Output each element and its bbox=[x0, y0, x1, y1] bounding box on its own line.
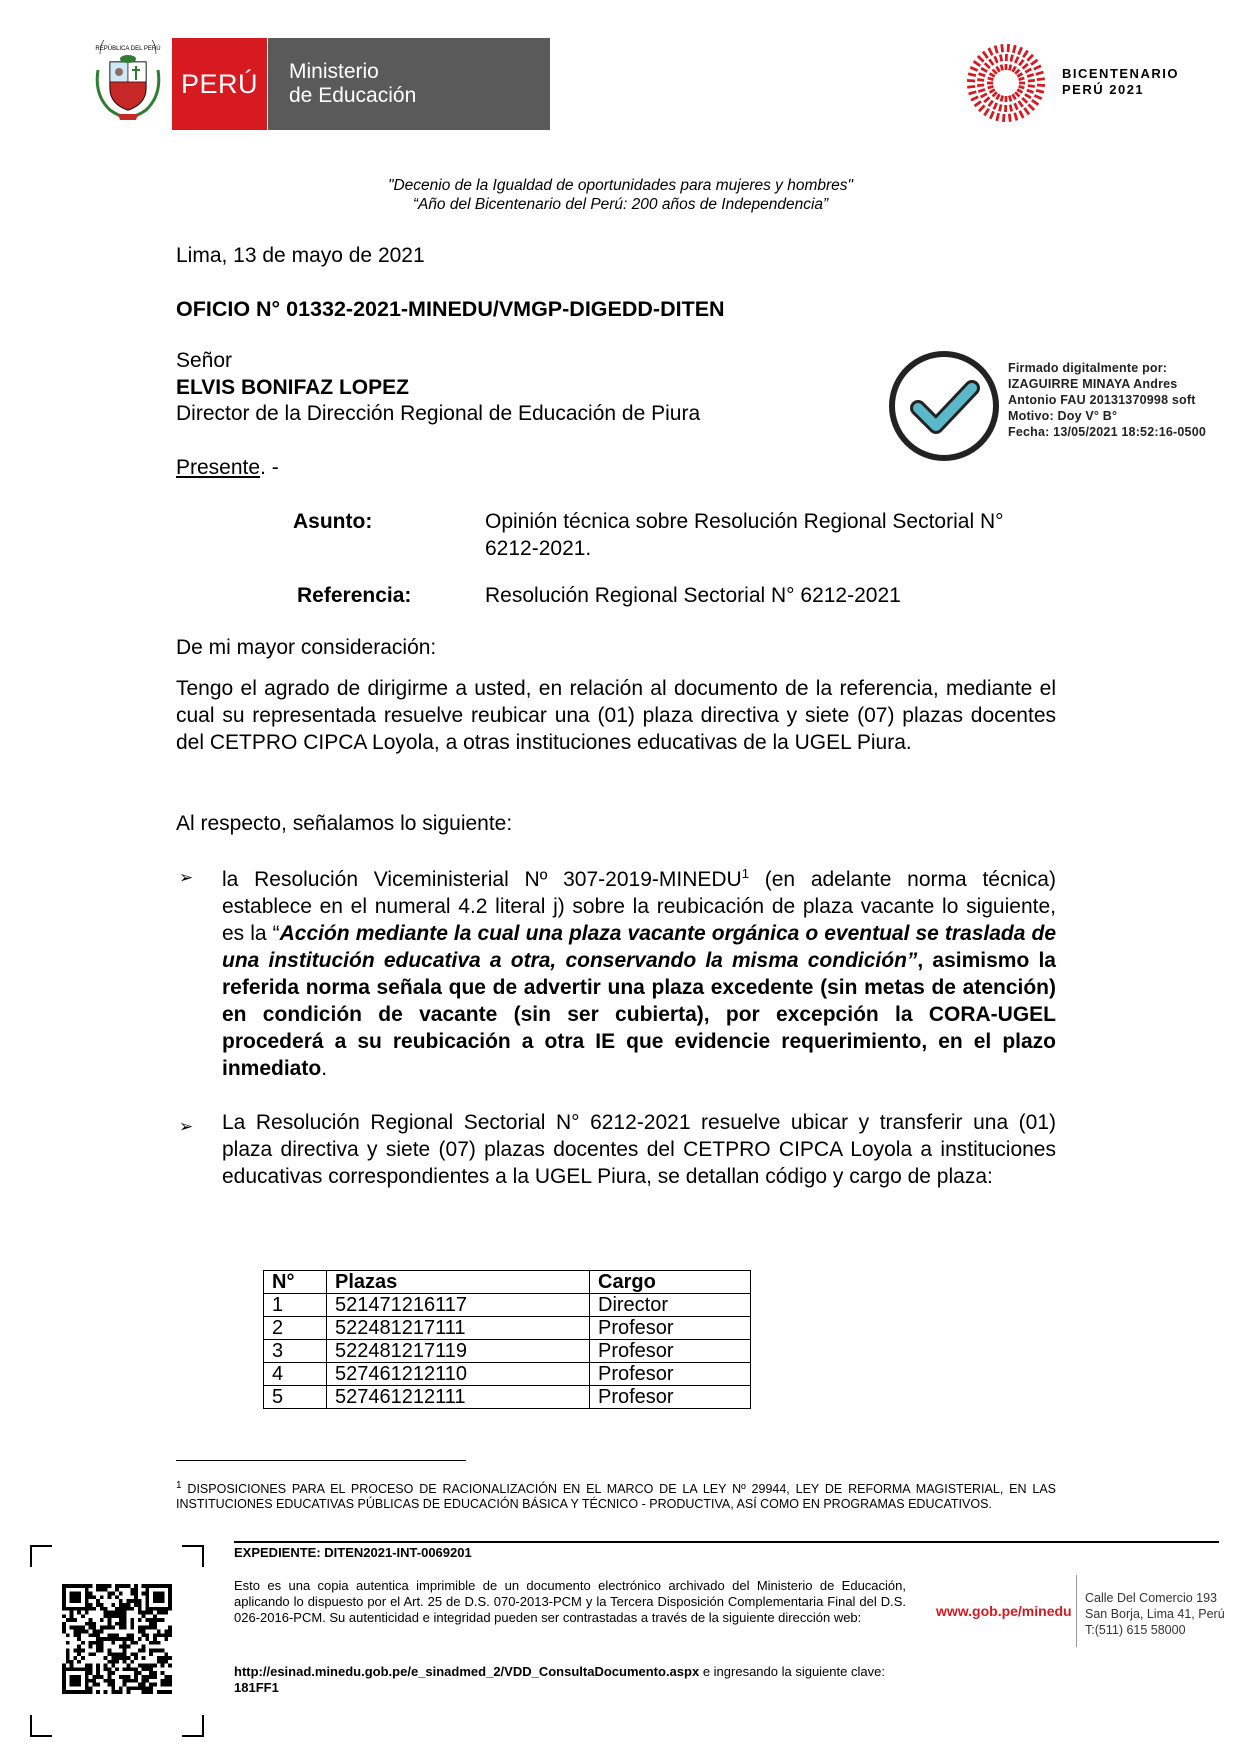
authenticity-note: Esto es una copia autentica imprimible de un documento electrónico archivado del Ministerio de Educación, aplicando lo dispuesto por el Art. 25 de D.S. 070-2013-PCM y la Tercera Disposición Complementaria Final del D.S. 026-2016-PCM. Su autenticidad e integridad pueden ser contrastadas a través de la siguiente dirección web: bbox=[234, 1578, 906, 1625]
address-line1: Calle Del Comercio 193 bbox=[1085, 1591, 1218, 1605]
cell-plaza: 522481217119 bbox=[327, 1340, 590, 1363]
presente-suffix: . - bbox=[260, 456, 279, 479]
address-divider bbox=[1076, 1575, 1077, 1647]
svg-text:REPÚBLICA DEL PERÚ: REPÚBLICA DEL PERÚ bbox=[95, 46, 161, 52]
footnote bbox=[176, 1478, 1056, 1512]
cell-number: 5 bbox=[264, 1386, 327, 1409]
coat-of-arms-logo bbox=[92, 40, 164, 124]
ministry-line1: Ministerio bbox=[289, 60, 379, 83]
oficio-number: OFICIO N° 01332-2021-MINEDU/VMGP-DIGEDD-DITEN bbox=[176, 297, 725, 321]
asunto-value: Opinión técnica sobre Resolución Regional Sectorial N° 6212-2021. bbox=[485, 510, 1004, 560]
verification-url[interactable]: http://esinad.minedu.gob.pe/e_sinadmed_2/VDD_ConsultaDocumento.aspx bbox=[234, 1664, 700, 1679]
recipient-position: Director de la Dirección Regional de Educación de Piura bbox=[176, 402, 701, 425]
decenio-line1: "Decenio de la Igualdad de oportunidades para mujeres y hombres" bbox=[387, 177, 854, 194]
consideracion-line: De mi mayor consideración: bbox=[176, 636, 437, 659]
ministry-brand-block bbox=[268, 38, 550, 130]
table-row bbox=[264, 1340, 751, 1363]
footer-divider bbox=[234, 1541, 1219, 1543]
signature-check-icon bbox=[888, 350, 1000, 462]
letter-date: Lima, 13 de mayo de 2021 bbox=[176, 244, 425, 267]
cell-plaza: 522481217111 bbox=[327, 1317, 590, 1340]
referencia-value: Resolución Regional Sectorial N° 6212-2021 bbox=[485, 584, 901, 607]
peru-label: PERÚ bbox=[180, 68, 258, 99]
table-header-row bbox=[264, 1271, 751, 1294]
peru-brand-block bbox=[172, 38, 267, 130]
recipient-name: ELVIS BONIFAZ LOPEZ bbox=[176, 376, 409, 399]
bullet-1-part-a: la Resolución Viceministerial Nº 307-2019-MINEDU bbox=[222, 868, 742, 891]
scan-corner-bottom-left bbox=[30, 1715, 52, 1737]
digital-signature-text bbox=[1008, 360, 1206, 440]
table-row bbox=[264, 1317, 751, 1340]
header-plazas: Plazas bbox=[327, 1271, 590, 1294]
bicentenario-line2: PERÚ 2021 bbox=[1062, 82, 1145, 97]
cell-plaza: 527461212111 bbox=[327, 1386, 590, 1409]
footnote-number: 1 bbox=[176, 1480, 182, 1491]
footnote-text: DISPOSICIONES PARA EL PROCESO DE RACIONALIZACIÓN EN EL MARCO DE LA LEY Nº 29944, LEY DE REFORMA MAGISTERIAL, EN LAS INSTITUCIONES EDUCATIVAS PÚBLICAS DE EDUCACIÓN BÁSICA Y TÉCNICO - PRODUCTIVA, ASÍ COMO EN PROGRAMAS EDUCATIVOS. bbox=[176, 1482, 1056, 1512]
paragraph-1: Tengo el agrado de dirigirme a usted, en relación al documento de la referencia, mediante el cual su representada resuelve reubicar una (01) plaza directiva y siete (07) plazas docentes del CETPRO CIPCA Loyola, a otras instituciones educativas de la UGEL Piura. bbox=[176, 677, 1056, 754]
bicentenario-line1: BICENTENARIO bbox=[1062, 66, 1179, 81]
verification-key: 181FF1 bbox=[234, 1680, 279, 1695]
ministry-line2: de Educación bbox=[289, 84, 417, 107]
cell-number: 3 bbox=[264, 1340, 327, 1363]
bicentenario-text bbox=[1062, 66, 1179, 98]
presente-line bbox=[176, 454, 279, 481]
ministry-address bbox=[1085, 1590, 1225, 1638]
bullet-1-part-d: . bbox=[321, 1057, 328, 1080]
website-link[interactable]: www.gob.pe/minedu bbox=[936, 1603, 1072, 1619]
signature-line1: Firmado digitalmente por: bbox=[1008, 361, 1168, 375]
cell-plaza: 527461212110 bbox=[327, 1363, 590, 1386]
footnote-ref: 1 bbox=[741, 866, 749, 881]
bullet-2-text: La Resolución Regional Sectorial N° 6212-2021 resuelve ubicar y transferir una (01) plaza directiva y siete (07) plazas docentes del CETPRO CIPCA Loyola a instituciones educativas correspondientes a la UGEL Piura, se detallan código y cargo de plaza: bbox=[222, 1111, 1056, 1188]
bullet-1-text bbox=[222, 860, 1056, 1082]
decenio-line2: “Año del Bicentenario del Perú: 200 años de Independencia” bbox=[412, 196, 829, 213]
cell-cargo: Director bbox=[590, 1294, 751, 1317]
bullet-arrow-icon: ➢ bbox=[179, 1117, 194, 1136]
table-row bbox=[264, 1294, 751, 1317]
bullet-1-part-c: , asimismo la referida norma señala que de advertir una plaza excedente (sin metas de atención) en condición de vacante (sin ser cubierta), por excepción la CORA-UGEL procederá a su reubicación a otra IE que evidencie requerimiento, en el plazo inmediato bbox=[222, 949, 1056, 1080]
scan-corner-top-left bbox=[30, 1545, 52, 1567]
bicentenario-sun-logo bbox=[963, 40, 1049, 126]
header-number: N° bbox=[264, 1271, 327, 1294]
signature-line5: Fecha: 13/05/2021 18:52:16-0500 bbox=[1008, 425, 1207, 439]
verification-suffix: e ingresando la siguiente clave: bbox=[699, 1664, 885, 1679]
cell-number: 1 bbox=[264, 1294, 327, 1317]
cell-cargo: Profesor bbox=[590, 1340, 751, 1363]
bullet-1-part-b: (en adelante norma técnica) establece en el numeral 4.2 literal j) sobre la reubicación de plaza vacante lo siguiente, es la “ bbox=[222, 868, 1056, 945]
cell-cargo: Profesor bbox=[590, 1363, 751, 1386]
table-row bbox=[264, 1363, 751, 1386]
cell-cargo: Profesor bbox=[590, 1386, 751, 1409]
scan-corner-bottom-right bbox=[182, 1715, 204, 1737]
table-row bbox=[264, 1386, 751, 1409]
bullet-arrow-icon: ➢ bbox=[179, 868, 194, 887]
cell-number: 4 bbox=[264, 1363, 327, 1386]
address-line2: San Borja, Lima 41, Perú bbox=[1085, 1607, 1225, 1621]
scan-corner-top-right bbox=[182, 1545, 204, 1567]
bullet-1-quote: Acción mediante la cual una plaza vacante orgánica o eventual se traslada de una institución educativa a otra, conservando la misma condición” bbox=[222, 922, 1057, 972]
qr-code-icon bbox=[62, 1584, 172, 1694]
asunto-label: Asunto: bbox=[293, 510, 373, 533]
plazas-table bbox=[263, 1270, 751, 1409]
header-cargo: Cargo bbox=[590, 1271, 751, 1294]
verification-line bbox=[234, 1664, 906, 1696]
footnote-divider bbox=[176, 1460, 466, 1461]
signature-line4: Motivo: Doy V° B° bbox=[1008, 409, 1118, 423]
salutation: Señor bbox=[176, 349, 233, 372]
presente-word: Presente bbox=[176, 456, 261, 479]
expediente-number: EXPEDIENTE: DITEN2021-INT-0069201 bbox=[234, 1545, 472, 1560]
signature-line3: Antonio FAU 20131370998 soft bbox=[1008, 393, 1196, 407]
cell-plaza: 521471216117 bbox=[327, 1294, 590, 1317]
respecto-line: Al respecto, señalamos lo siguiente: bbox=[176, 812, 513, 835]
referencia-label: Referencia: bbox=[297, 584, 412, 607]
address-line3: T:(511) 615 58000 bbox=[1085, 1623, 1186, 1637]
cell-number: 2 bbox=[264, 1317, 327, 1340]
cell-cargo: Profesor bbox=[590, 1317, 751, 1340]
signature-line2: IZAGUIRRE MINAYA Andres bbox=[1008, 377, 1178, 391]
